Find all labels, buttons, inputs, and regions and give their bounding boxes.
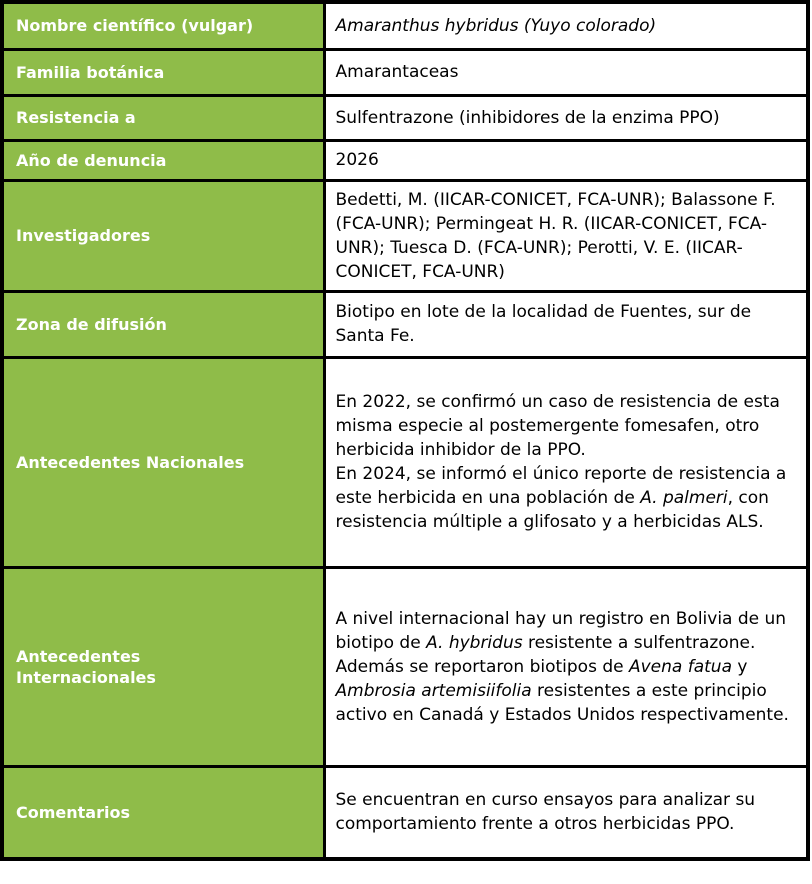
table-row-antecedentes-nacionales xyxy=(2,357,808,567)
table-row-resistencia-a xyxy=(2,95,808,140)
row-value-antecedentes-nacionales: En 2022, se confirmó un caso de resistencia de esta misma especie al postemergente fomesafen, otro herbicida inhibidor de la PPO. En 2024, se informó el único reporte de resistencia a este herbicida en una población de A. palmeri, con resistencia múltiple a glifosato y a herbicidas ALS. xyxy=(324,357,808,567)
row-value-familia-botanica: Amarantaceas xyxy=(324,49,808,95)
row-value-antecedentes-internacionales: A nivel internacional hay un registro en Bolivia de un biotipo de A. hybridus resistente a sulfentrazone. Además se reportaron biotipos de Avena fatua y Ambrosia artemisiifolia resistentes a este principio activo en Canadá y Estados Unidos respectivamente. xyxy=(324,567,808,766)
table-row-zona-de-difusion xyxy=(2,291,808,357)
row-value-comentarios: Se encuentran en curso ensayos para analizar su comportamiento frente a otros herbicidas PPO. xyxy=(324,766,808,859)
row-value-ano-de-denuncia: 2026 xyxy=(324,140,808,180)
table-body xyxy=(2,2,808,859)
row-label-antecedentes-nacionales xyxy=(2,357,324,567)
table-row-comentarios xyxy=(2,766,808,859)
row-label-text: Comentarios xyxy=(16,802,130,822)
row-label-text: Zona de difusión xyxy=(16,314,167,334)
row-label-zona-de-difusion xyxy=(2,291,324,357)
row-label-text: Año de denuncia xyxy=(16,150,167,170)
table-row-antecedentes-internacionales xyxy=(2,567,808,766)
row-label-text: Resistencia a xyxy=(16,108,136,127)
row-label-investigadores xyxy=(2,180,324,291)
row-label-text: Antecedentes Nacionales xyxy=(16,452,245,472)
row-value-zona-de-difusion: Biotipo en lote de la localidad de Fuentes, sur de Santa Fe. xyxy=(324,291,808,357)
table-row-ano-de-denuncia xyxy=(2,140,808,180)
table-row-investigadores xyxy=(2,180,808,291)
row-label-antecedentes-internacionales xyxy=(2,567,324,766)
row-label-ano-de-denuncia xyxy=(2,140,324,180)
row-label-text: Familia botánica xyxy=(16,62,165,82)
row-value-resistencia-a: Sulfentrazone (inhibidores de la enzima PPO) xyxy=(324,95,808,140)
row-label-text: Antecedentes Internacionales xyxy=(16,646,156,687)
row-label-familia-botanica xyxy=(2,49,324,95)
table-row-familia-botanica xyxy=(2,49,808,95)
row-label-comentarios xyxy=(2,766,324,859)
row-value-nombre-cientifico: Amaranthus hybridus (Yuyo colorado) xyxy=(324,2,808,49)
table-row-nombre-cientifico xyxy=(2,2,808,49)
row-value-investigadores: Bedetti, M. (IICAR-CONICET, FCA-UNR); Balassone F. (FCA-UNR); Permingeat H. R. (IICAR-CONICET, FCA-UNR); Tuesca D. (FCA-UNR); Perotti, V. E. (IICAR-CONICET, FCA-UNR) xyxy=(324,180,808,291)
row-label-nombre-cientifico xyxy=(2,2,324,49)
row-label-text: Nombre científico (vulgar) xyxy=(16,16,254,36)
row-label-text: Investigadores xyxy=(16,226,151,245)
row-label-resistencia-a xyxy=(2,95,324,140)
